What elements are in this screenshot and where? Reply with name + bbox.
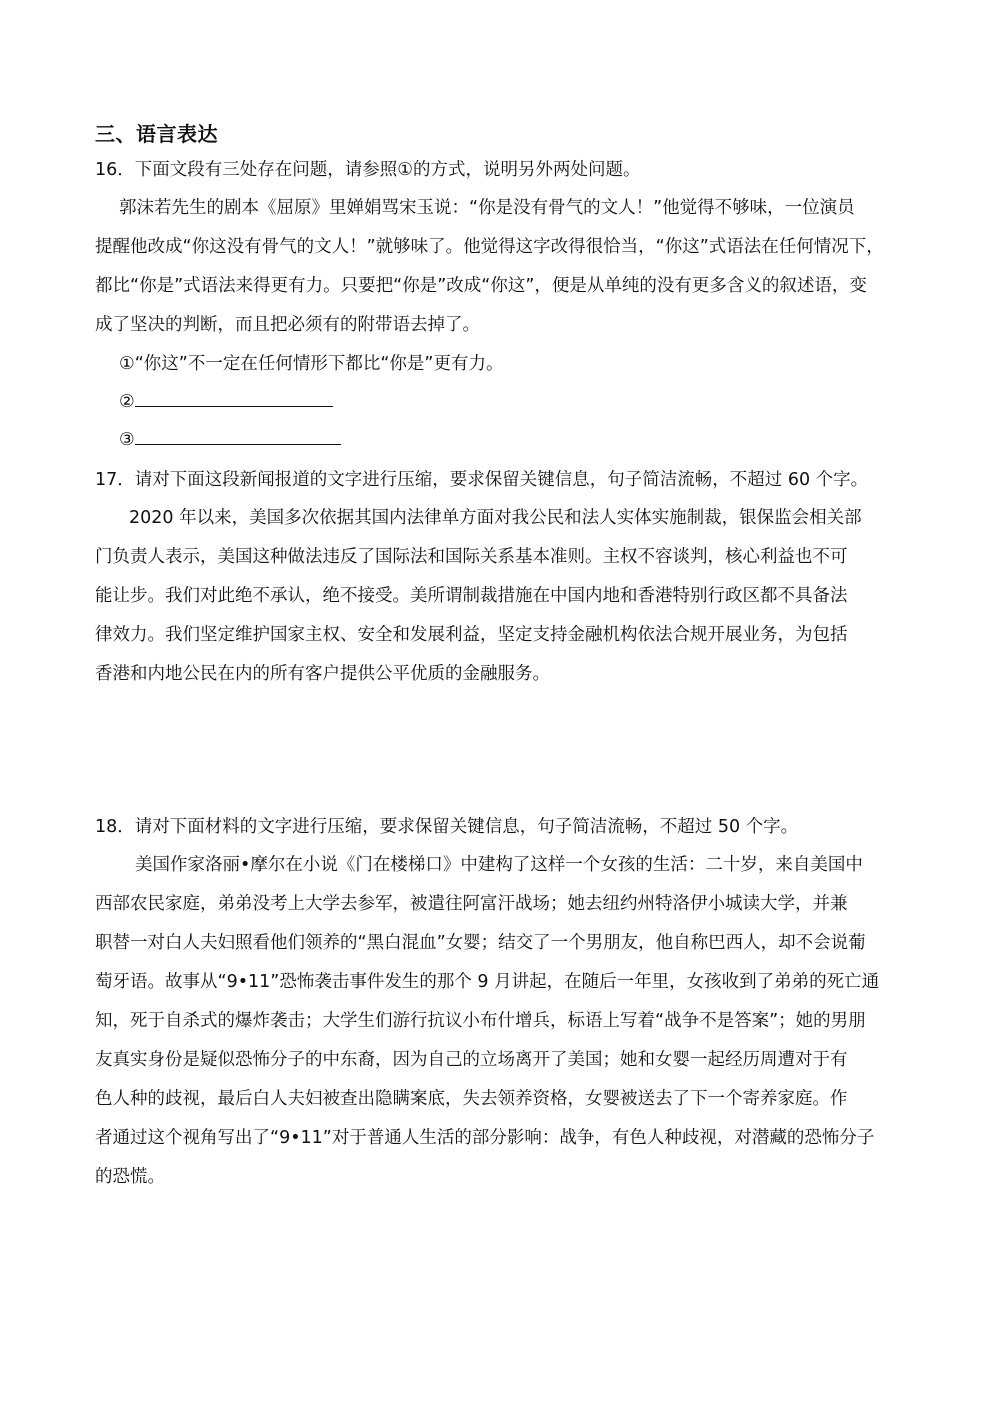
passage-line: 知，死于自杀式的爆炸袭击；大学生们游行抗议小布什增兵，标语上写着“战争不是答案”；她的男朋 [95, 1011, 866, 1031]
passage-line: 者通过这个视角写出了“9•11”对于普通人生活的部分影响：战争，有色人种歧视，对潜藏的恐怖分子 [95, 1128, 875, 1148]
answer-2-label: ② [119, 392, 135, 412]
answer-2-blank[interactable] [135, 384, 333, 407]
passage-line: 香港和内地公民在内的所有客户提供公平优质的金融服务。 [95, 664, 550, 684]
answer-3-label: ③ [119, 430, 135, 450]
passage-line: 律效力。我们坚定维护国家主权、安全和发展利益，坚定支持金融机构依法合规开展业务，为包括 [95, 625, 848, 645]
question-17 [95, 463, 925, 694]
passage-line: 提醒他改成“你这没有骨气的文人！”就够味了。他觉得这字改得很恰当，“你这”式语法在任何情况下， [95, 237, 884, 257]
question-16-prompt: 16．下面文段有三处存在问题，请参照①的方式，说明另外两处问题。 [95, 160, 641, 180]
answer-1: ①“你这”不一定在任何情形下都比“你是”更有力。 [119, 354, 504, 374]
passage-line: 门负责人表示，美国这种做法违反了国际法和国际关系基本准则。主权不容谈判，核心利益也不可 [95, 547, 848, 567]
question-18 [95, 810, 925, 1197]
passage-line: 郭沫若先生的剧本《屈原》里婵娟骂宋玉说：“你是没有骨气的文人！”他觉得不够味，一位演员 [119, 198, 855, 218]
section-title: 三、语言表达 [95, 122, 218, 146]
passage-line: 的恐慌。 [95, 1167, 165, 1187]
passage-line: 友真实身份是疑似恐怖分子的中东裔，因为自己的立场离开了美国；她和女婴一起经历周遭对于有 [95, 1050, 848, 1070]
passage-line: 成了坚决的判断，而且把必须有的附带语去掉了。 [95, 315, 480, 335]
passage-line: 2020 年以来，美国多次依据其国内法律单方面对我公民和法人实体实施制裁，银保监会相关部 [129, 508, 862, 528]
answer-3-row [95, 421, 925, 459]
answer-3-blank[interactable] [135, 422, 341, 445]
passage-line: 都比“你是”式语法来得更有力。只要把“你是”改成“你这”，便是从单纯的没有更多含义的叙述语，变 [95, 276, 867, 296]
question-18-prompt: 18．请对下面材料的文字进行压缩，要求保留关键信息，句子简洁流畅，不超过 50 个字。 [95, 817, 799, 837]
question-18-passage [95, 846, 925, 1197]
passage-line: 色人种的歧视，最后白人夫妇被查出隐瞒案底，失去领养资格，女婴被送去了下一个寄养家庭。作 [95, 1089, 848, 1109]
answer-2-row [95, 383, 925, 421]
passage-line: 西部农民家庭，弟弟没考上大学去参军，被遣往阿富汗战场；她去纽约州特洛伊小城读大学，并兼 [95, 894, 848, 914]
question-17-passage [95, 499, 925, 694]
passage-line: 职替一对白人夫妇照看他们领养的“黑白混血”女婴；结交了一个男朋友，他自称巴西人，却不会说葡 [95, 933, 866, 953]
question-17-prompt: 17．请对下面这段新闻报道的文字进行压缩，要求保留关键信息，句子简洁流畅，不超过 60 个字。 [95, 470, 869, 490]
passage-line: 能让步。我们对此绝不承认，绝不接受。美所谓制裁措施在中国内地和香港特别行政区都不具备法 [95, 586, 848, 606]
question-16-passage [95, 189, 925, 345]
passage-line: 美国作家洛丽•摩尔在小说《门在楼梯口》中建构了这样一个女孩的生活：二十岁，来自美国中 [135, 855, 863, 875]
passage-line: 萄牙语。故事从“9•11”恐怖袭击事件发生的那个 9 月讲起，在随后一年里，女孩收到了弟弟的死亡通 [95, 972, 880, 992]
question-16 [95, 153, 925, 459]
